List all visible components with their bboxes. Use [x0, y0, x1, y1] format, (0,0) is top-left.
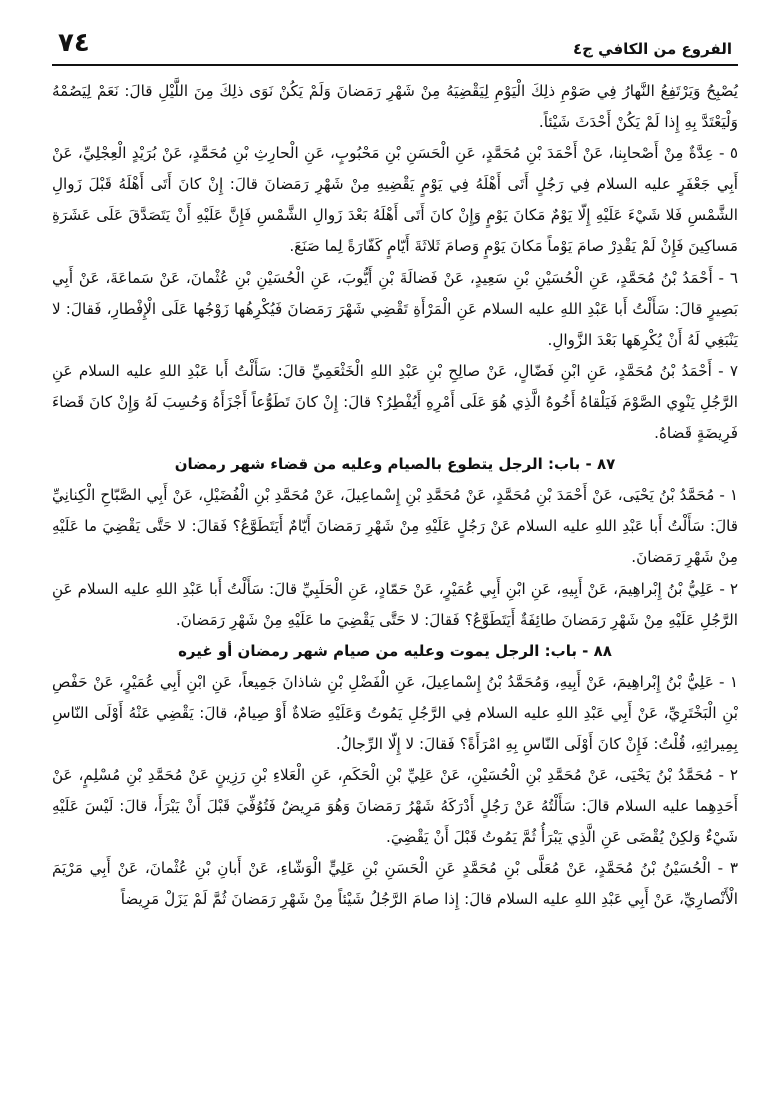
- running-title: الفروع من الكافي ج٤: [572, 40, 732, 58]
- paragraph: ٢ - عَلِيُّ بْنُ إِبْراهِيمَ، عَنْ أَبِيهِ، عَنِ ابْنِ أَبِي عُمَيْرٍ، عَنْ حَمّادٍ، عَنِ الْحَلَبِيِّ قالَ: سَأَلْتُ أَبا عَبْدِ اللهِ عليه السلام عَنِ الرَّجُلِ عَلَيْهِ مِنْ شَهْرِ رَمَضانَ طائِفَةٌ أَيَتَطَوَّعُ؟ فَقالَ: لا حَتَّى يَقْضِيَ ما عَلَيْهِ مِنْ شَهْرِ رَمَضانَ.: [52, 579, 738, 629]
- chapter-heading-88: ٨٨ - باب: الرجل يموت وعليه من صيام شهر رمضان أو غيره: [178, 641, 612, 660]
- paragraph: ٥ - عِدَّةٌ مِنْ أَصْحابِنا، عَنْ أَحْمَدَ بْنِ مُحَمَّدٍ، عَنِ الْحَسَنِ بْنِ مَحْبُوبٍ، عَنِ الْحارِثِ بْنِ مُحَمَّدٍ، عَنْ بُرَيْدٍ الْعِجْلِيِّ، عَنْ أَبِي جَعْفَرٍ عليه السلام فِي رَجُلٍ أَتَى أَهْلَهُ فِي يَوْمٍ يَقْضِيهِ مِنْ شَهْرِ رَمَضانَ قالَ: إِنْ كانَ أَتَى أَهْلَهُ قَبْلَ زَوالِ الشَّمْسِ فَلا شَيْءَ عَلَيْهِ إِلّا يَوْمٌ مَكانَ يَوْمٍ وَإِنْ كانَ أَتَى أَهْلَهُ بَعْدَ زَوالِ الشَّمْسِ فَإِنَّ عَلَيْهِ أَنْ يَتَصَدَّقَ عَلَى عَشَرَةِ مَساكِينَ فَإِنْ لَمْ يَقْدِرْ صامَ يَوْماً مَكانَ يَوْمٍ وَصامَ ثَلاثَةَ أَيّامٍ كَفّارَةً لِما صَنَعَ.: [52, 144, 738, 256]
- page-header: [52, 28, 738, 66]
- page-body: [52, 76, 738, 916]
- paragraph: ٣ - الْحُسَيْنُ بْنُ مُحَمَّدٍ، عَنْ مُعَلَّى بْنِ مُحَمَّدٍ عَنِ الْحَسَنِ بْنِ عَلِيٍّ الْوَشّاءِ، عَنْ أَبانِ بْنِ عُثْمانَ، عَنْ أَبِي مَرْيَمَ الْأَنْصارِيِّ، عَنْ أَبِي عَبْدِ اللهِ عليه السلام قالَ: إِذا صامَ الرَّجُلُ شَيْئاً مِنْ شَهْرِ رَمَضانَ ثُمَّ لَمْ يَزَلْ مَرِيضاً: [52, 859, 738, 909]
- paragraph: ١ - عَلِيُّ بْنُ إِبْراهِيمَ، عَنْ أَبِيهِ، وَمُحَمَّدُ بْنُ إِسْماعِيلَ، عَنِ الْفَضْلِ بْنِ شاذانَ جَمِيعاً، عَنِ ابْنِ أَبِي عُمَيْرٍ، عَنْ حَفْصِ بْنِ الْبَخْتَرِيِّ، عَنْ أَبِي عَبْدِ اللهِ عليه السلام فِي الرَّجُلِ يَمُوتُ وَعَلَيْهِ صَلاةٌ أَوْ صِيامٌ، قالَ: يَقْضِي عَنْهُ أَوْلَى النّاسِ بِمِيراثِهِ، قُلْتُ: فَإِنْ كانَ أَوْلَى النّاسِ بِهِ امْرَأَةً؟ فَقالَ: لا إِلّا الرِّجالُ.: [52, 672, 738, 753]
- paragraph: ١ - مُحَمَّدُ بْنُ يَحْيَى، عَنْ أَحْمَدَ بْنِ مُحَمَّدٍ، عَنْ مُحَمَّدِ بْنِ إِسْماعِيلَ، عَنْ مُحَمَّدِ بْنِ الْفُضَيْلِ، عَنْ أَبِي الصَّبّاحِ الْكِنانِيِّ قالَ: سَأَلْتُ أَبا عَبْدِ اللهِ عليه السلام عَنْ رَجُلٍ عَلَيْهِ مِنْ شَهْرِ رَمَضانَ أَيّامٌ أَيَتَطَوَّعُ؟ فَقالَ: لا حَتَّى يَقْضِيَ ما عَلَيْهِ مِنْ شَهْرِ رَمَضانَ.: [52, 486, 738, 567]
- chapter-heading-87: ٨٧ - باب: الرجل يتطوع بالصيام وعليه من قضاء شهر رمضان: [174, 455, 616, 474]
- paragraph: ٦ - أَحْمَدُ بْنُ مُحَمَّدٍ، عَنِ الْحُسَيْنِ بْنِ سَعِيدٍ، عَنْ فَضالَةَ بْنِ أَيُّوبَ، عَنِ الْحُسَيْنِ بْنِ عُثْمانَ، عَنْ سَماعَةَ، عَنْ أَبِي بَصِيرٍ قالَ: سَأَلْتُ أَبا عَبْدِ اللهِ عليه السلام عَنِ الْمَرْأَةِ تَقْضِي شَهْرَ رَمَضانَ فَيُكْرِهُها زَوْجُها عَلَى الْإِفْطارِ، فَقالَ: لا يَنْبَغِي لَهُ أَنْ يُكْرِهَها بَعْدَ الزَّوالِ.: [52, 268, 738, 349]
- paragraph: ٢ - مُحَمَّدُ بْنُ يَحْيَى، عَنْ مُحَمَّدِ بْنِ الْحُسَيْنِ، عَنْ عَلِيِّ بْنِ الْحَكَمِ، عَنِ الْعَلاءِ بْنِ رَزِينٍ عَنْ مُحَمَّدِ بْنِ مُسْلِمٍ، عَنْ أَحَدِهِما عليه السلام قالَ: سَأَلْتُهُ عَنْ رَجُلٍ أَدْرَكَهُ شَهْرُ رَمَضانَ وَهُوَ مَرِيضٌ فَتُوُفِّيَ قَبْلَ أَنْ يَبْرَأَ، قالَ: لَيْسَ عَلَيْهِ شَيْءٌ وَلكِنْ يُقْضَى عَنِ الَّذِي يَبْرَأُ ثُمَّ يَمُوتُ قَبْلَ أَنْ يَقْضِيَ.: [52, 766, 738, 847]
- paragraph: ٧ - أَحْمَدُ بْنُ مُحَمَّدٍ، عَنِ ابْنِ فَضّالٍ، عَنْ صالِحِ بْنِ عَبْدِ اللهِ الْخَثْعَمِيِّ قالَ: سَأَلْتُ أَبا عَبْدِ اللهِ عليه السلام عَنِ الرَّجُلِ يَنْوِي الصَّوْمَ فَيَلْقاهُ أَخُوهُ الَّذِي هُوَ عَلَى أَمْرِهِ أَيُفْطِرُ؟ قالَ: إِنْ كانَ تَطَوُّعاً أَجْزَأَهُ وَحُسِبَ لَهُ وَإِنْ كانَ قَضاءَ فَرِيضَةٍ قَضاهُ.: [52, 361, 738, 443]
- paragraph: يُصْبِحُ وَيَرْتَفِعُ النَّهارُ فِي صَوْمِ ذلِكَ الْيَوْمِ لِيَقْضِيَهُ مِنْ شَهْرِ رَمَضانَ وَلَمْ يَكُنْ نَوَى ذلِكَ مِنَ اللَّيْلِ قالَ: نَعَمْ لِيَصُمْهُ وَلْيَعْتَدَّ بِهِ إِذا لَمْ يَكُنْ أَحْدَثَ شَيْئاً.: [52, 82, 738, 132]
- page-number: ٧٤: [58, 28, 90, 58]
